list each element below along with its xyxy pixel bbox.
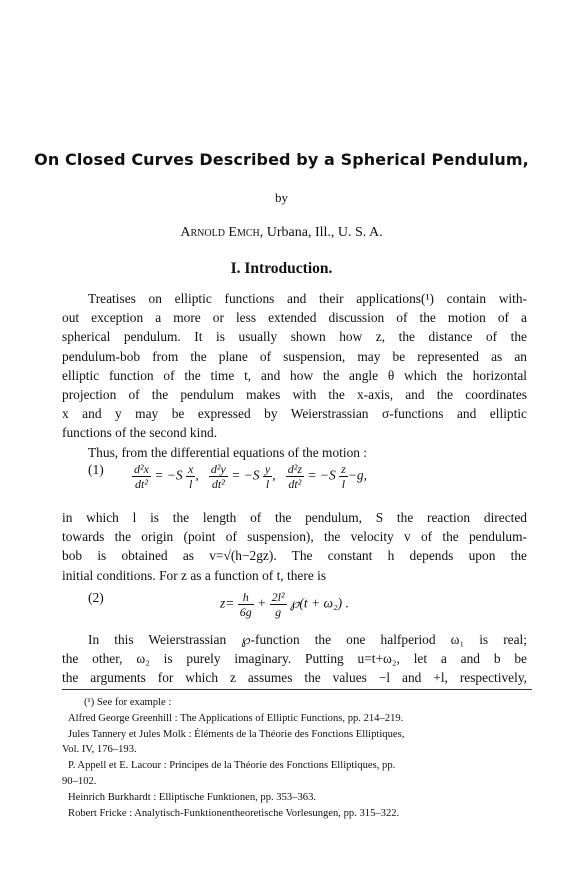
fraction-numerator: x: [188, 462, 194, 476]
author-name: Arnold Emch,: [180, 225, 264, 240]
fraction-numerator: d²y: [210, 462, 226, 476]
footnote-line: Heinrich Burkhardt : Elliptische Funktionen, pp. 353–363.: [68, 791, 317, 803]
text-line: Thus, from the differential equations of the motion :: [88, 444, 368, 460]
fraction: [270, 590, 287, 619]
footnote-line: 90–102.: [62, 775, 97, 787]
equation-operator: = −S: [154, 467, 183, 483]
fraction: [186, 462, 195, 491]
text-line: Treatises on elliptic functions and their applications(¹) contain with-: [88, 291, 527, 306]
section-heading: I. Introduction.: [230, 260, 333, 277]
footnotes: [62, 695, 530, 821]
footnote-line: P. Appell et E. Lacour : Principes de la Théorie des Fonctions Elliptiques, pp.: [68, 760, 396, 772]
equation-operator: = −S: [307, 467, 336, 483]
text-line: towards the origin (point of suspension), the velocity v of the pendulum-: [62, 529, 527, 545]
footnote-line: Jules Tannery et Jules Molk : Éléments de la Théorie des Fonctions Elliptiques,: [68, 728, 405, 740]
text-line: In this Weierstrassian ℘-function the one halfperiod ω₁ is real;: [88, 632, 527, 647]
fraction: [286, 462, 304, 491]
footnote-rule: [62, 689, 532, 690]
text-line: functions of the second kind.: [62, 425, 218, 441]
fraction-numerator: h: [238, 590, 254, 605]
paragraph-4: [62, 630, 527, 688]
fraction-denominator: g: [275, 605, 282, 619]
equation-number: (1): [88, 462, 104, 477]
fraction-numerator: d²z: [287, 462, 303, 476]
text-line: spherical pendulum. It is usually shown how z, the distance of the: [62, 329, 527, 345]
fraction: [238, 590, 254, 619]
author-line: [0, 225, 563, 241]
text-line: x and y may be expressed by Weierstrassian σ-functions and elliptic: [62, 406, 527, 422]
paper-title: On Closed Curves Described by a Spherical Pendulum,: [34, 150, 529, 169]
fraction-numerator: z: [341, 462, 346, 476]
equation-body: [220, 590, 349, 619]
fraction-denominator: dt²: [135, 477, 148, 491]
paragraph-3: [62, 508, 527, 585]
text-line: projection of the pendulum makes with the x-axis, and the coordinates: [62, 387, 527, 403]
text-line: pendulum-bob from the plane of suspension, may be represented as an: [62, 348, 527, 364]
fraction: [132, 462, 151, 491]
author-affiliation: Urbana, Ill., U. S. A.: [266, 225, 383, 240]
equation-separator: −g,: [347, 467, 368, 483]
equation-tail: ℘(t + ω₂) .: [289, 595, 349, 611]
equation-body: [132, 462, 367, 491]
text-line: initial conditions. For z as a function of t, there is: [62, 567, 327, 583]
fraction-denominator: l: [189, 477, 193, 491]
fraction-denominator: 6g: [239, 605, 252, 619]
footnote-line: Robert Fricke : Analytisch-Funktionentheoretische Vorlesungen, pp. 315–322.: [68, 807, 400, 819]
fraction-denominator: dt²: [211, 477, 225, 491]
paragraph-1: [62, 289, 527, 462]
byline-by: by: [275, 190, 288, 205]
text-line: in which l is the length of the pendulum, S the reaction directed: [62, 510, 527, 525]
fraction: [263, 462, 272, 491]
equation-separator: ,: [195, 467, 199, 483]
fraction-numerator: d²x: [134, 462, 149, 476]
text-line: elliptic function of the time t, and how the angle θ which the horizontal: [62, 367, 527, 383]
text-line: the arguments for which z assumes the values −l and +l, respectively,: [62, 670, 527, 686]
text-line: bob is obtained as v=√(h−2gz). The constant h depends upon the: [62, 548, 527, 564]
text-line: out exception a more or less extended discussion of the motion of a: [62, 310, 527, 326]
fraction-denominator: dt²: [288, 477, 302, 491]
text-line: the other, ω₂ is purely imaginary. Putting u=t+ω₂, let a and b be: [62, 651, 527, 667]
fraction-denominator: l: [341, 477, 346, 491]
fraction-numerator: 2l²: [271, 590, 285, 604]
fraction: [209, 462, 228, 491]
equation-separator: ,: [272, 467, 276, 483]
fraction-numerator: y: [264, 462, 271, 476]
equation-operator: = −S: [231, 467, 260, 483]
equation-number: (2): [88, 590, 104, 605]
footnote-line: (¹) See for example :: [84, 697, 172, 708]
footnote-line: Vol. IV, 176–193.: [62, 744, 137, 756]
footnote-line: Alfred George Greenhill : The Applications of Elliptic Functions, pp. 214–219.: [68, 712, 404, 724]
fraction: [339, 462, 348, 491]
equation-lhs: z=: [220, 595, 235, 611]
equation-operator: +: [257, 595, 267, 611]
fraction-denominator: l: [265, 477, 270, 491]
